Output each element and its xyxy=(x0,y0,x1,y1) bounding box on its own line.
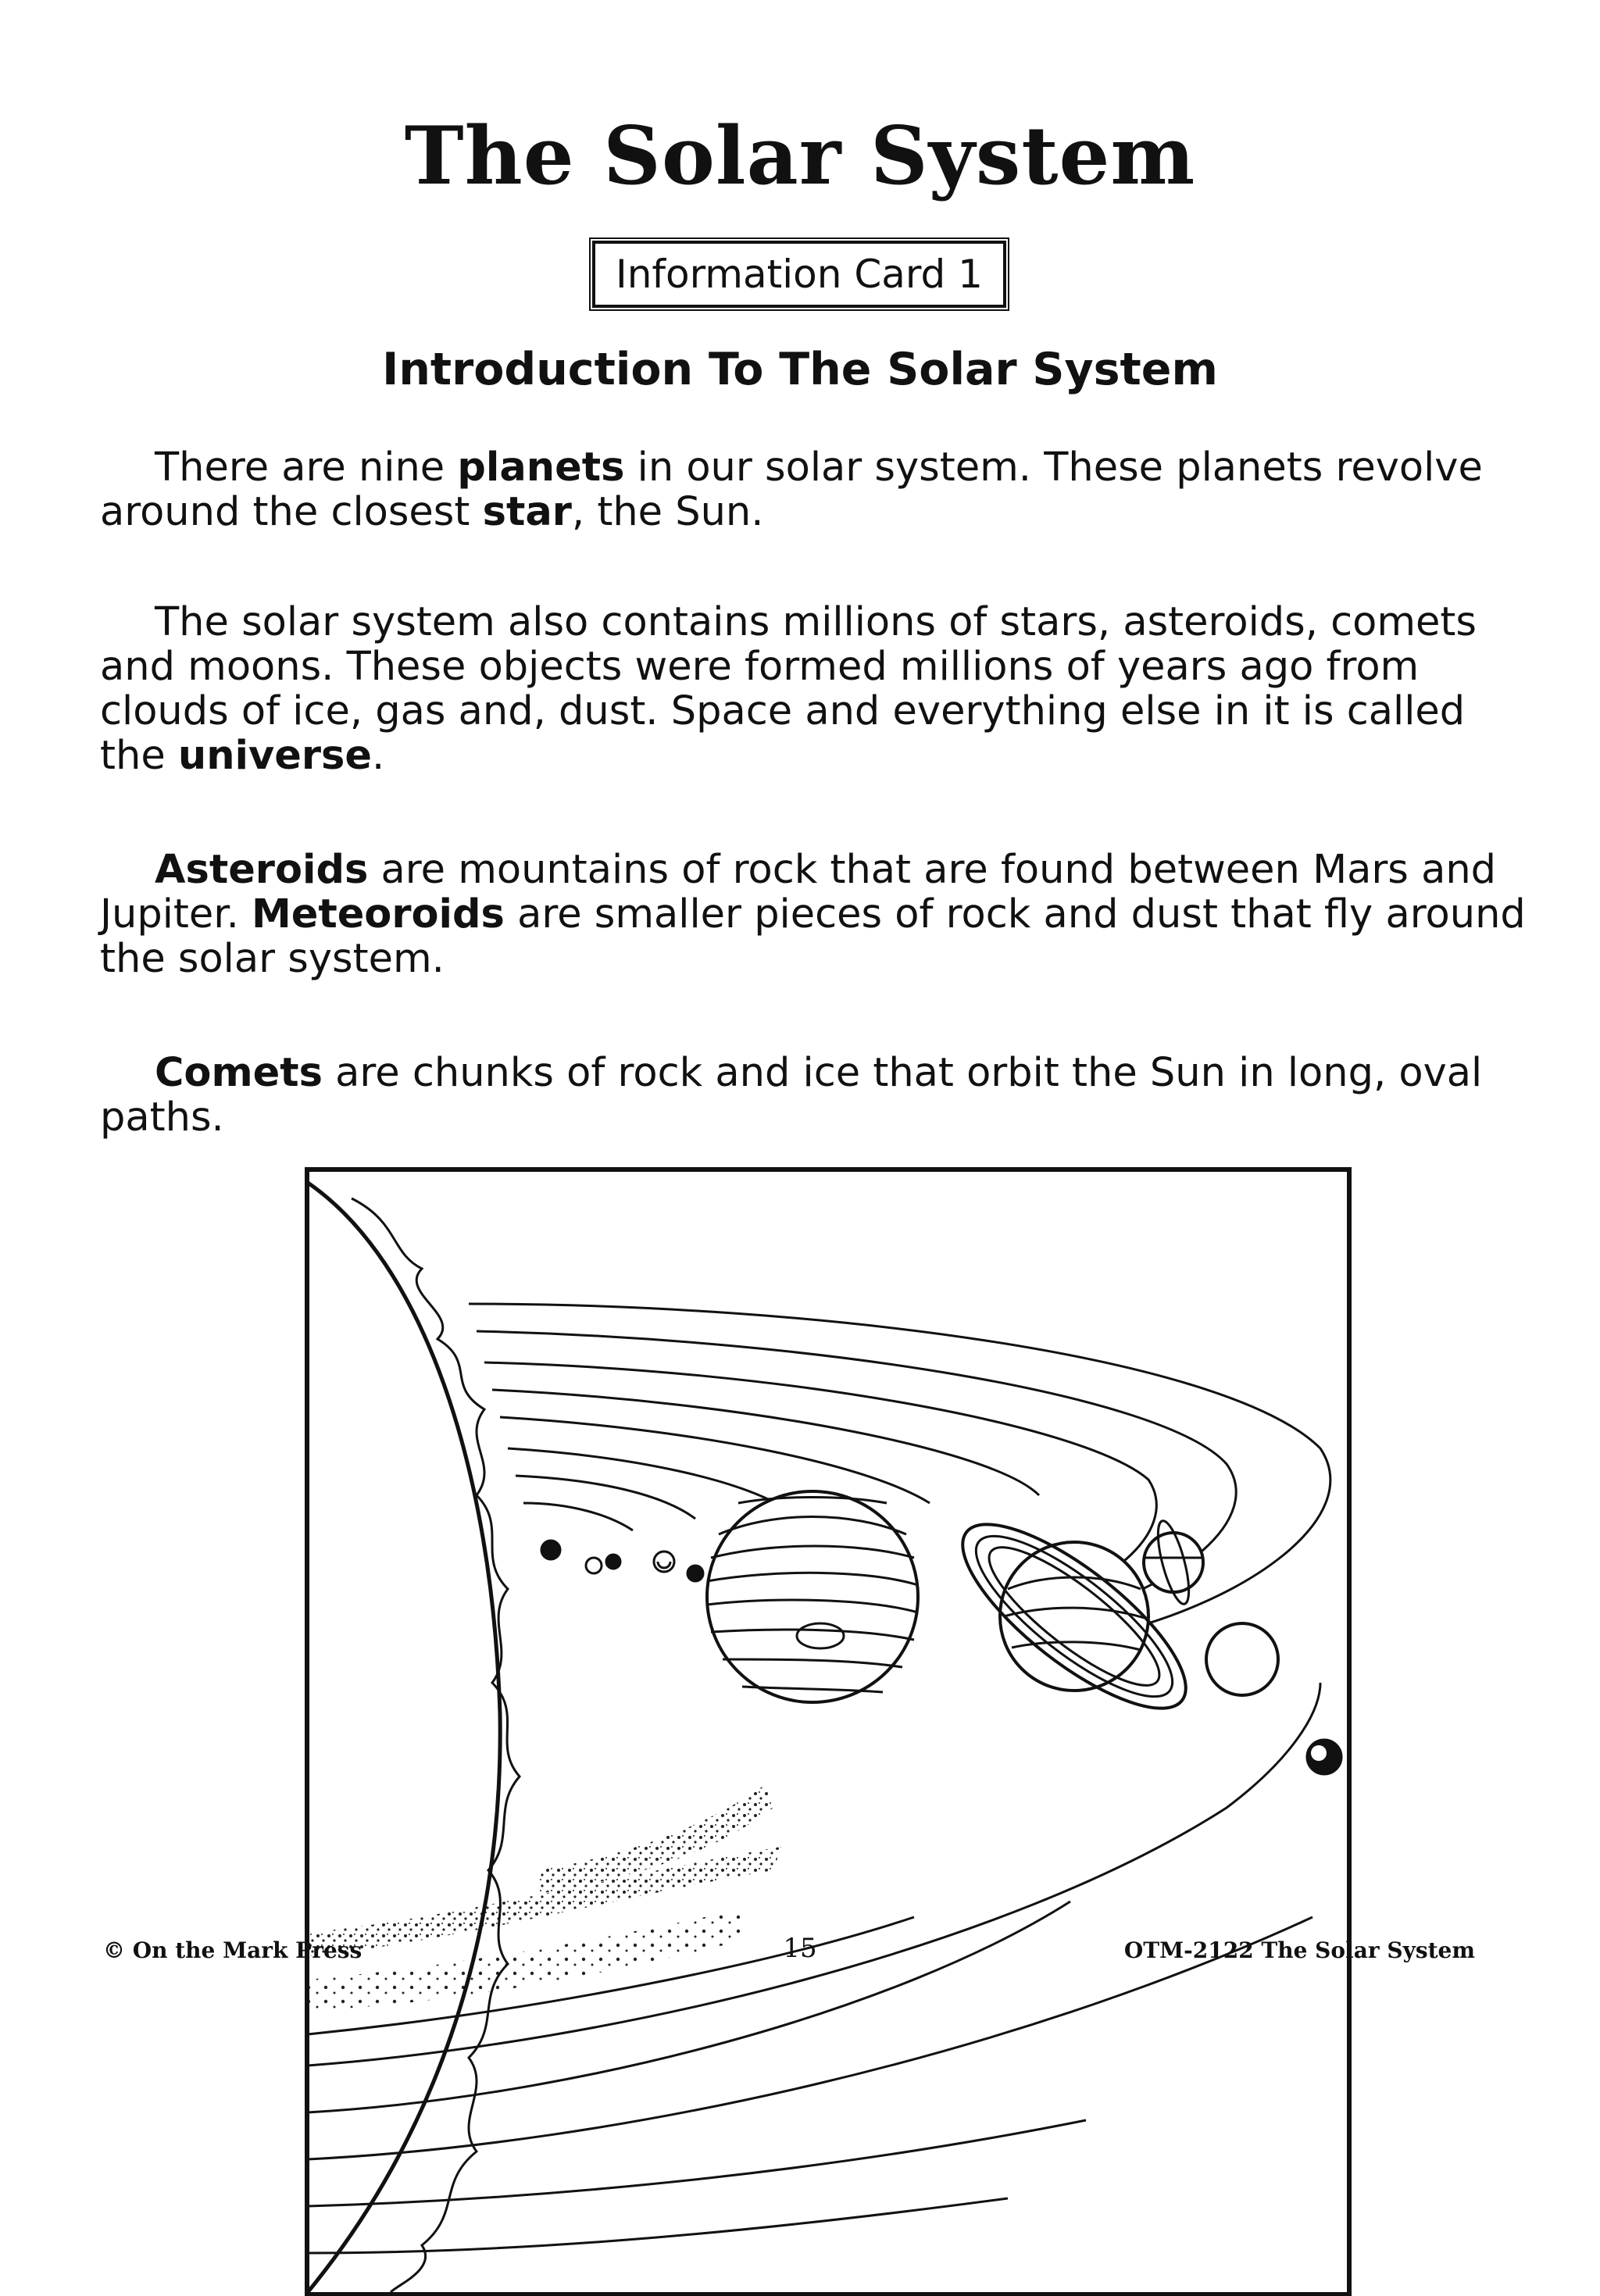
text: . xyxy=(371,733,385,779)
solar-system-illustration xyxy=(305,1167,1352,2296)
term-universe: universe xyxy=(177,733,372,779)
paragraph-universe xyxy=(100,600,1530,778)
term-star: star xyxy=(482,489,572,535)
text: in our solar system. These planets revolve around the closest xyxy=(100,445,1483,535)
paragraph-asteroids xyxy=(100,848,1530,981)
term-asteroids: Asteroids xyxy=(155,847,369,893)
page-title: The Solar System xyxy=(404,109,1196,203)
term-planets: planets xyxy=(457,445,625,491)
text: are smaller pieces of rock and dust that fly around the solar system. xyxy=(100,891,1526,982)
footer-copyright: © On the Mark Press xyxy=(103,1937,362,1963)
term-comets: Comets xyxy=(155,1050,323,1096)
page-number: 15 xyxy=(783,1933,817,1964)
footer-publication: OTM-2122 The Solar System xyxy=(1123,1937,1475,1963)
information-card-label: Information Card 1 xyxy=(592,241,1006,308)
text: , the Sun. xyxy=(571,489,764,535)
text: There are nine xyxy=(155,445,458,491)
term-meteoroids: Meteoroids xyxy=(252,891,505,937)
text: The solar system also contains millions of stars, asteroids, comets and moons. These objects were formed millions of years ago from clouds of ice, gas and, dust. Space and everything else in it is called the xyxy=(100,599,1477,779)
paragraph-planets xyxy=(100,445,1530,534)
paragraph-comets xyxy=(100,1051,1530,1140)
text: are mountains of rock that are found between Mars and Jupiter. xyxy=(100,847,1497,937)
section-subtitle: Introduction To The Solar System xyxy=(382,344,1218,395)
text: are chunks of rock and ice that orbit the Sun in long, oval paths. xyxy=(100,1050,1483,1141)
